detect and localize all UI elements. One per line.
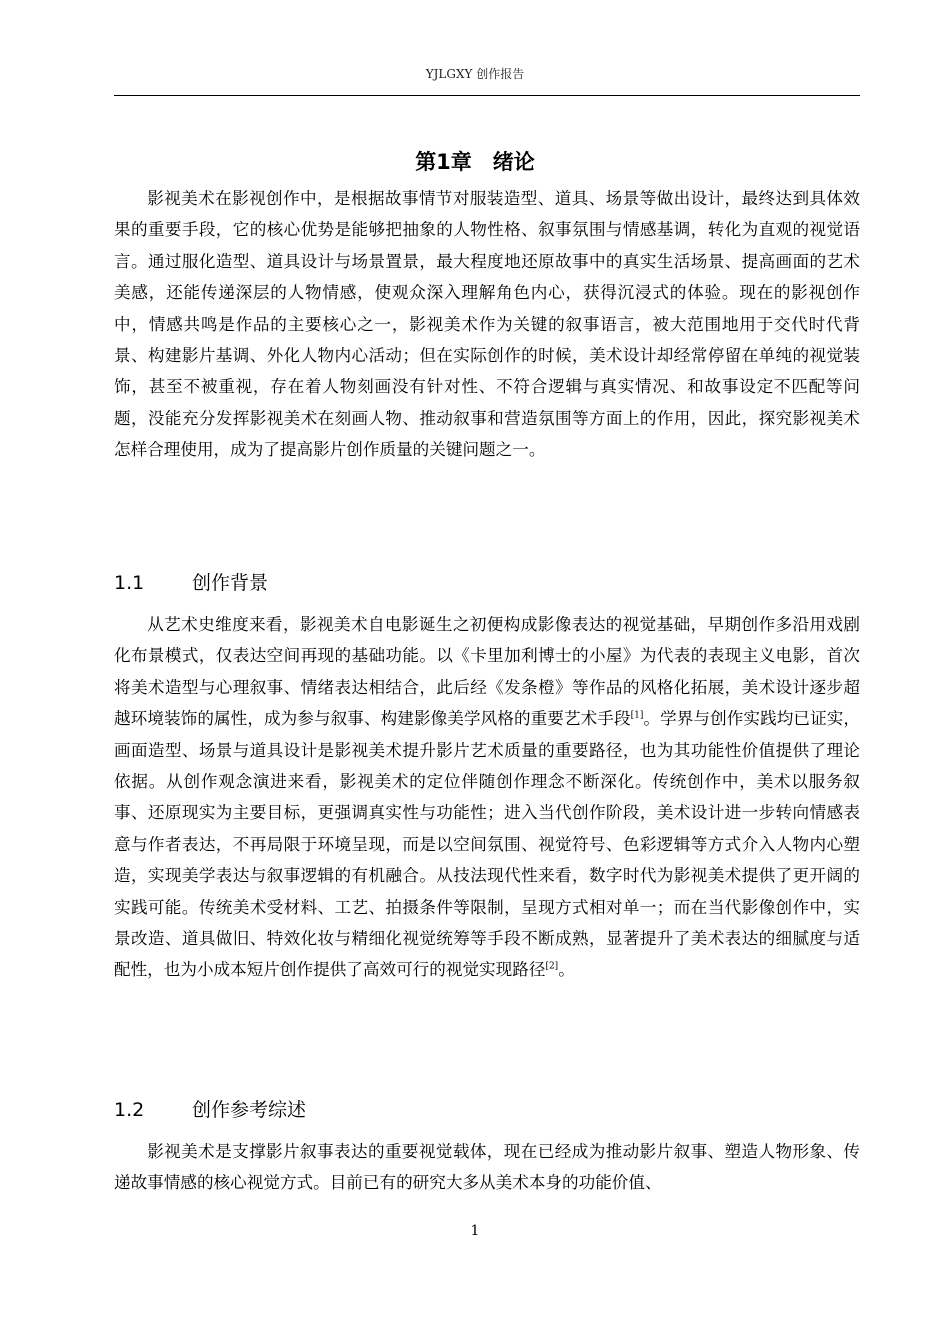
section-title: 创作参考综述: [192, 1099, 307, 1121]
section-heading-1-2: [114, 1097, 306, 1123]
section-heading-1-1: [114, 570, 268, 596]
header-rule: [114, 95, 860, 96]
paragraph-text: 。: [558, 960, 575, 980]
paragraph-text: 从艺术史维度来看，影视美术自电影诞生之初便构成影像表达的视觉基础，早期创作多沿用戏剧化布景模式，仅表达空间再现的基础功能。以《卡里加利博士的小屋》为代表的表现主义电影，首次将美术造型与心理叙事、情绪表达相结合，此后经《发条橙》等作品的风格化拓展，美术设计逐步超越环境装饰的属性，成为参与叙事、构建影像美学风格的重要艺术手段: [114, 615, 860, 729]
page-number: 1: [470, 1223, 480, 1239]
paragraph-text: 。学界与创作实践均已证实，画面造型、场景与道具设计是影视美术提升影片艺术质量的重要路径，也为其功能性价值提供了理论依据。从创作观念演进来看，影视美术的定位伴随创作理念不断深化。传统创作中，美术以服务叙事、还原现实为主要目标，更强调真实性与功能性；进入当代创作阶段，美术设计进一步转向情感表意与作者表达，不再局限于环境呈现，而是以空间氛围、视觉符号、色彩逻辑等方式介入人物内心塑造，实现美学表达与叙事逻辑的有机融合。从技法现代性来看，数字时代为影视美术提供了更开阔的实践可能。传统美术受材料、工艺、拍摄条件等限制，呈现方式相对单一；而在当代影像创作中，实景改造、道具做旧、特效化妆与精细化视觉统筹等手段不断成熟，显著提升了美术表达的细腻度与适配性，也为小成本短片创作提供了高效可行的视觉实现路径: [114, 709, 861, 980]
section-number: 1.2: [114, 1099, 145, 1121]
section-number: 1.1: [114, 572, 145, 594]
citation-ref: [1]: [630, 710, 644, 721]
running-header: YJLGXY 创作报告: [425, 67, 525, 81]
background-paragraph: [114, 609, 860, 986]
intro-paragraph: 影视美术在影视创作中，是根据故事情节对服装造型、道具、场景等做出设计，最终达到具体效果的重要手段，它的核心优势是能够把抽象的人物性格、叙事氛围与情感基调，转化为直观的视觉语言。通过服化造型、道具设计与场景置景，最大程度地还原故事中的真实生活场景、提高画面的艺术美感，还能传递深层的人物情感，使观众深入理解角色内心，获得沉浸式的体验。现在的影视创作中，情感共鸣是作品的主要核心之一，影视美术作为关键的叙事语言，被大范围地用于交代时代背景、构建影片基调、外化人物内心活动；但在实际创作的时候，美术设计却经常停留在单纯的视觉装饰，甚至不被重视，存在着人物刻画没有针对性、不符合逻辑与真实情况、和故事设定不匹配等问题，没能充分发挥影视美术在刻画人物、推动叙事和营造氛围等方面上的作用，因此，探究影视美术怎样合理使用，成为了提高影片创作质量的关键问题之一。: [114, 189, 860, 460]
citation-ref: [2]: [545, 961, 559, 972]
chapter-title: 第1章 绪论: [415, 150, 535, 174]
section-title: 创作背景: [192, 572, 269, 594]
reference-review-paragraph: 影视美术是支撑影片叙事表达的重要视觉载体，现在已经成为推动影片叙事、塑造人物形象、传递故事情感的核心视觉方式。目前已有的研究大多从美术本身的功能价值、: [114, 1142, 860, 1193]
